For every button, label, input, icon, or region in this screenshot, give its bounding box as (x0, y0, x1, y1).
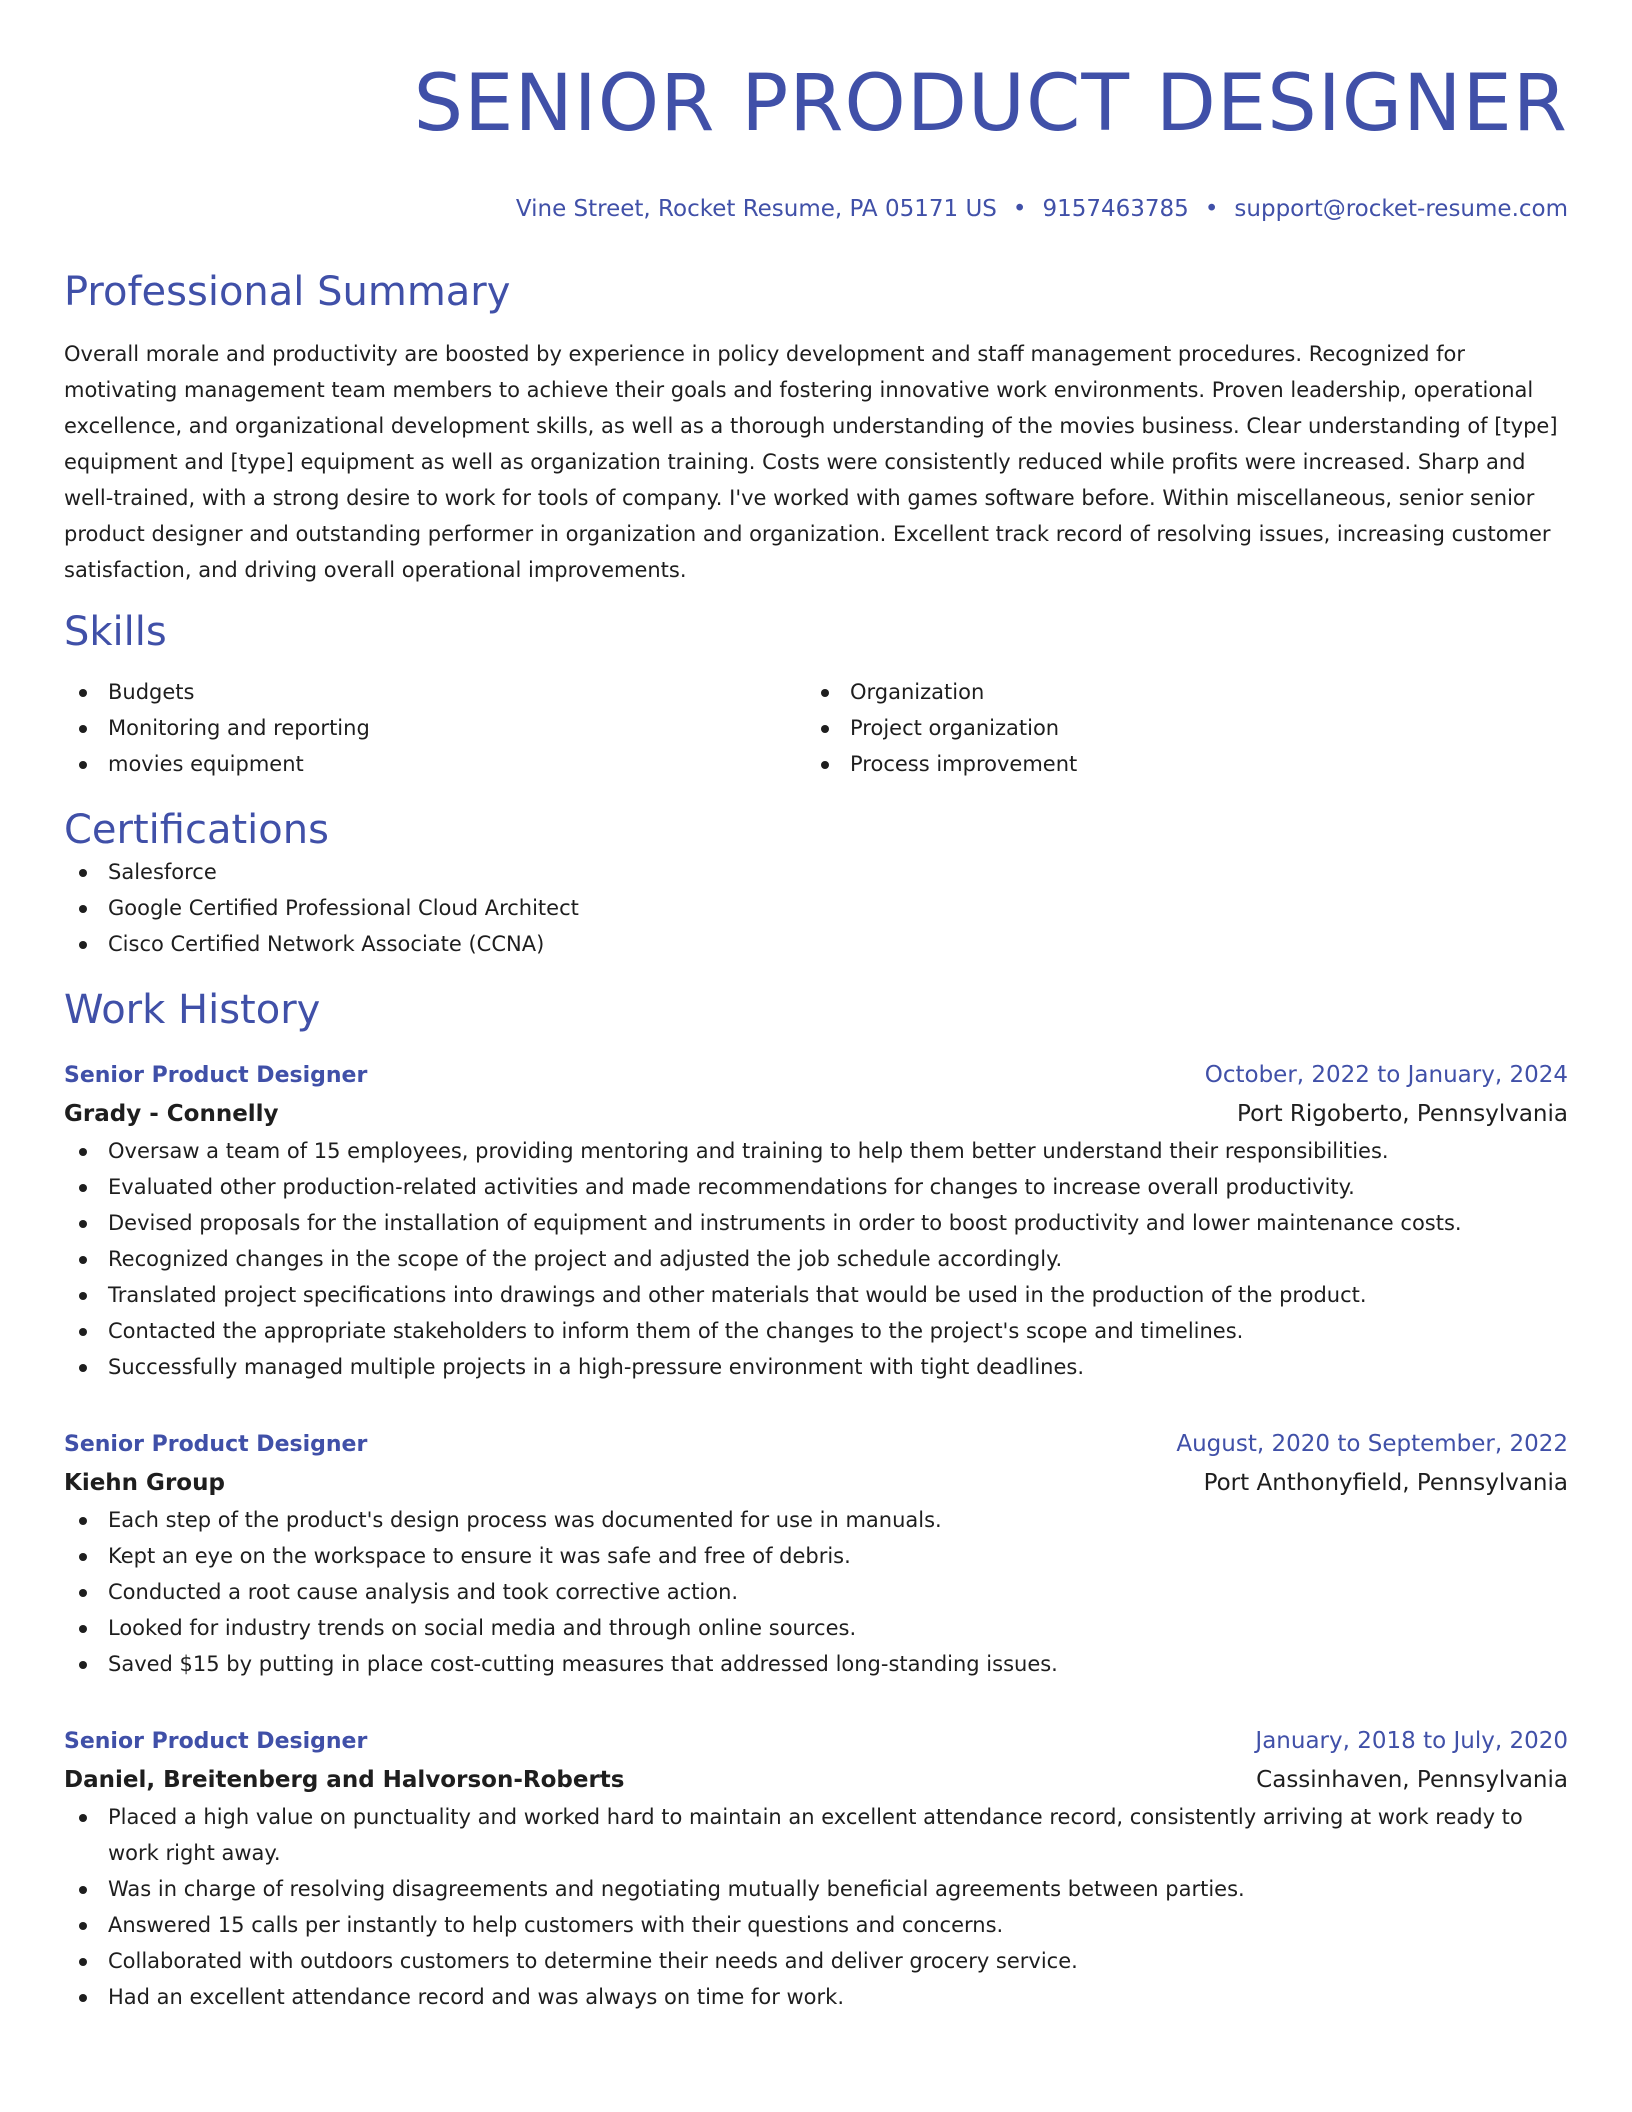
skill-item (64, 746, 806, 782)
job-entry (64, 1425, 1568, 1682)
certifications-heading: Certifications (64, 807, 329, 853)
job-bullet (64, 1169, 1568, 1205)
resume-name-title: SENIOR PRODUCT DESIGNER (413, 59, 1568, 149)
job-bullet-text: Saved $15 by putting in place cost-cutting measures that addressed long-standing issues. (108, 1652, 1058, 1676)
certification-label: Cisco Certified Network Associate (CCNA) (108, 932, 545, 956)
job-bullet (64, 1574, 1568, 1610)
work-history-heading: Work History (64, 987, 321, 1033)
skill-label: Process improvement (850, 752, 1078, 776)
job-bullet-text: Recognized changes in the scope of the project and adjusted the job schedule accordingly. (108, 1247, 1063, 1271)
work-history-section (64, 986, 1568, 2015)
bullet-icon (79, 1364, 87, 1372)
summary-text: Overall morale and productivity are boosted by experience in policy development and staff management procedures. Recognized for motivating management team members to achieve their goals and fostering innovative work environments. Proven leadership, operational excellence, and organizational development skills, as well as a thorough understanding of the movies business. Clear understanding of [type] equipment and [type] equipment as well as organization training. Costs were consistently reduced while profits were increased. Sharp and well-trained, with a strong desire to work for tools of company. I've worked with games software before. Within miscellaneous, senior senior product designer and outstanding performer in organization and organization. Excellent track record of resolving issues, increasing customer satisfaction, and driving overall operational improvements. (64, 342, 1558, 582)
skills-column-left (64, 674, 806, 782)
job-bullet-text: Evaluated other production-related activities and made recommendations for changes to increase overall productivity. (108, 1175, 1355, 1199)
job-bullet-text: Was in charge of resolving disagreements and negotiating mutually beneficial agreements between parties. (108, 1877, 1245, 1901)
job-bullet (64, 1943, 1568, 1979)
job-title: Senior Product Designer (64, 1729, 368, 1754)
summary-heading: Professional Summary (64, 269, 511, 315)
job-bullet (64, 1313, 1568, 1349)
job-title: Senior Product Designer (64, 1063, 368, 1088)
certification-label: Salesforce (108, 860, 217, 884)
job-company-row (64, 1464, 1568, 1502)
job-bullet (64, 1871, 1568, 1907)
job-bullet-text: Contacted the appropriate stakeholders to inform them of the changes to the project's scope and timelines. (108, 1319, 1244, 1343)
job-bullet (64, 1799, 1568, 1871)
bullet-icon (79, 1148, 87, 1156)
bullet-icon (821, 689, 829, 697)
job-bullets (64, 1502, 1568, 1682)
bullet-icon (79, 1589, 87, 1597)
job-bullet (64, 1277, 1568, 1313)
job-bullet (64, 1538, 1568, 1574)
job-bullet (64, 1241, 1568, 1277)
bullet-icon (79, 1994, 87, 2002)
skill-label: Project organization (850, 716, 1060, 740)
job-bullet-text: Conducted a root cause analysis and took corrective action. (108, 1580, 739, 1604)
skill-label: movies equipment (108, 752, 304, 776)
skill-item (806, 746, 1548, 782)
job-title: Senior Product Designer (64, 1432, 368, 1457)
job-bullet-text: Translated project specifications into drawings and other materials that would be used in the production of the product. (108, 1283, 1367, 1307)
skill-item (64, 674, 806, 710)
job-location: Port Anthonyfield, Pennsylvania (1203, 1470, 1568, 1496)
bullet-icon (79, 1184, 87, 1192)
contact-phone: 9157463785 (1042, 196, 1189, 222)
job-bullets (64, 1133, 1568, 1385)
bullet-icon (821, 725, 829, 733)
job-bullet (64, 1502, 1568, 1538)
bullet-icon (79, 1256, 87, 1264)
contact-address: Vine Street, Rocket Resume, PA 05171 US (515, 196, 997, 222)
skill-label: Organization (850, 680, 985, 704)
bullet-icon (79, 1220, 87, 1228)
bullet-icon (79, 761, 87, 769)
job-entry (64, 1722, 1568, 2015)
job-bullet-text: Collaborated with outdoors customers to determine their needs and deliver grocery service. (108, 1949, 1078, 1973)
job-company: Grady - Connelly (64, 1101, 279, 1127)
job-location: Port Rigoberto, Pennsylvania (1237, 1101, 1568, 1127)
contact-separator: • (1204, 196, 1219, 222)
bullet-icon (821, 761, 829, 769)
job-company: Kiehn Group (64, 1470, 225, 1496)
job-bullet (64, 1610, 1568, 1646)
bullet-icon (79, 1922, 87, 1930)
bullet-icon (79, 941, 87, 949)
skills-section (64, 608, 1568, 782)
job-bullet (64, 1205, 1568, 1241)
bullet-icon (79, 725, 87, 733)
skill-item (64, 710, 806, 746)
job-bullet-text: Had an excellent attendance record and was always on time for work. (108, 1985, 845, 2009)
certifications-list (64, 854, 1568, 962)
job-dates: October, 2022 to January, 2024 (1204, 1062, 1568, 1088)
job-bullet-text: Looked for industry trends on social media and through online sources. (108, 1616, 857, 1640)
contact-email[interactable]: support@rocket-resume.com (1234, 196, 1568, 222)
summary-section (64, 268, 1568, 588)
skills-list-right (806, 674, 1548, 782)
skill-item (806, 674, 1548, 710)
skills-list-left (64, 674, 806, 782)
job-bullet (64, 1979, 1568, 2015)
certifications-section (64, 806, 1568, 962)
bullet-icon (79, 1328, 87, 1336)
job-dates: January, 2018 to July, 2020 (1255, 1728, 1568, 1754)
bullet-icon (79, 1553, 87, 1561)
job-bullet-text: Placed a high value on punctuality and worked hard to maintain an excellent attendance record, consistently arriving at work ready to work right away. (108, 1805, 1523, 1865)
skill-label: Monitoring and reporting (108, 716, 370, 740)
bullet-icon (79, 689, 87, 697)
contact-line (64, 194, 1568, 224)
certification-item (64, 926, 1568, 962)
job-bullet (64, 1907, 1568, 1943)
job-bullet (64, 1646, 1568, 1682)
job-bullet-text: Kept an eye on the workspace to ensure it was safe and free of debris. (108, 1544, 851, 1568)
job-header-row (64, 1722, 1568, 1761)
job-location: Cassinhaven, Pennsylvania (1256, 1767, 1568, 1793)
job-company: Daniel, Breitenberg and Halvorson-Roberts (64, 1767, 625, 1793)
bullet-icon (79, 905, 87, 913)
certification-item (64, 854, 1568, 890)
job-bullet-text: Each step of the product's design process was documented for use in manuals. (108, 1508, 942, 1532)
job-dates: August, 2020 to September, 2022 (1176, 1431, 1568, 1457)
bullet-icon (79, 1625, 87, 1633)
bullet-icon (79, 1886, 87, 1894)
certification-item (64, 890, 1568, 926)
job-bullet-text: Answered 15 calls per instantly to help customers with their questions and concerns. (108, 1913, 1004, 1937)
job-company-row (64, 1095, 1568, 1133)
job-bullet (64, 1349, 1568, 1385)
job-header-row (64, 1425, 1568, 1464)
job-entry (64, 1056, 1568, 1385)
bullet-icon (79, 1292, 87, 1300)
bullet-icon (79, 1661, 87, 1669)
certification-label: Google Certified Professional Cloud Architect (108, 896, 579, 920)
job-bullets (64, 1799, 1568, 2015)
bullet-icon (79, 1814, 87, 1822)
skill-label: Budgets (108, 680, 195, 704)
job-header-row (64, 1056, 1568, 1095)
job-bullet (64, 1133, 1568, 1169)
bullet-icon (79, 1517, 87, 1525)
job-bullet-text: Devised proposals for the installation of equipment and instruments in order to boost productivity and lower maintenance costs. (108, 1211, 1462, 1235)
skills-grid (64, 674, 1568, 782)
skills-heading: Skills (64, 609, 167, 655)
resume-page (64, 0, 1568, 2015)
job-bullet-text: Oversaw a team of 15 employees, providing mentoring and training to help them better understand their responsibilities. (108, 1139, 1389, 1163)
bullet-icon (79, 1958, 87, 1966)
skills-column-right (806, 674, 1548, 782)
job-bullet-text: Successfully managed multiple projects in a high-pressure environment with tight deadlines. (108, 1355, 1085, 1379)
contact-separator: • (1012, 196, 1027, 222)
job-company-row (64, 1761, 1568, 1799)
bullet-icon (79, 869, 87, 877)
skill-item (806, 710, 1548, 746)
